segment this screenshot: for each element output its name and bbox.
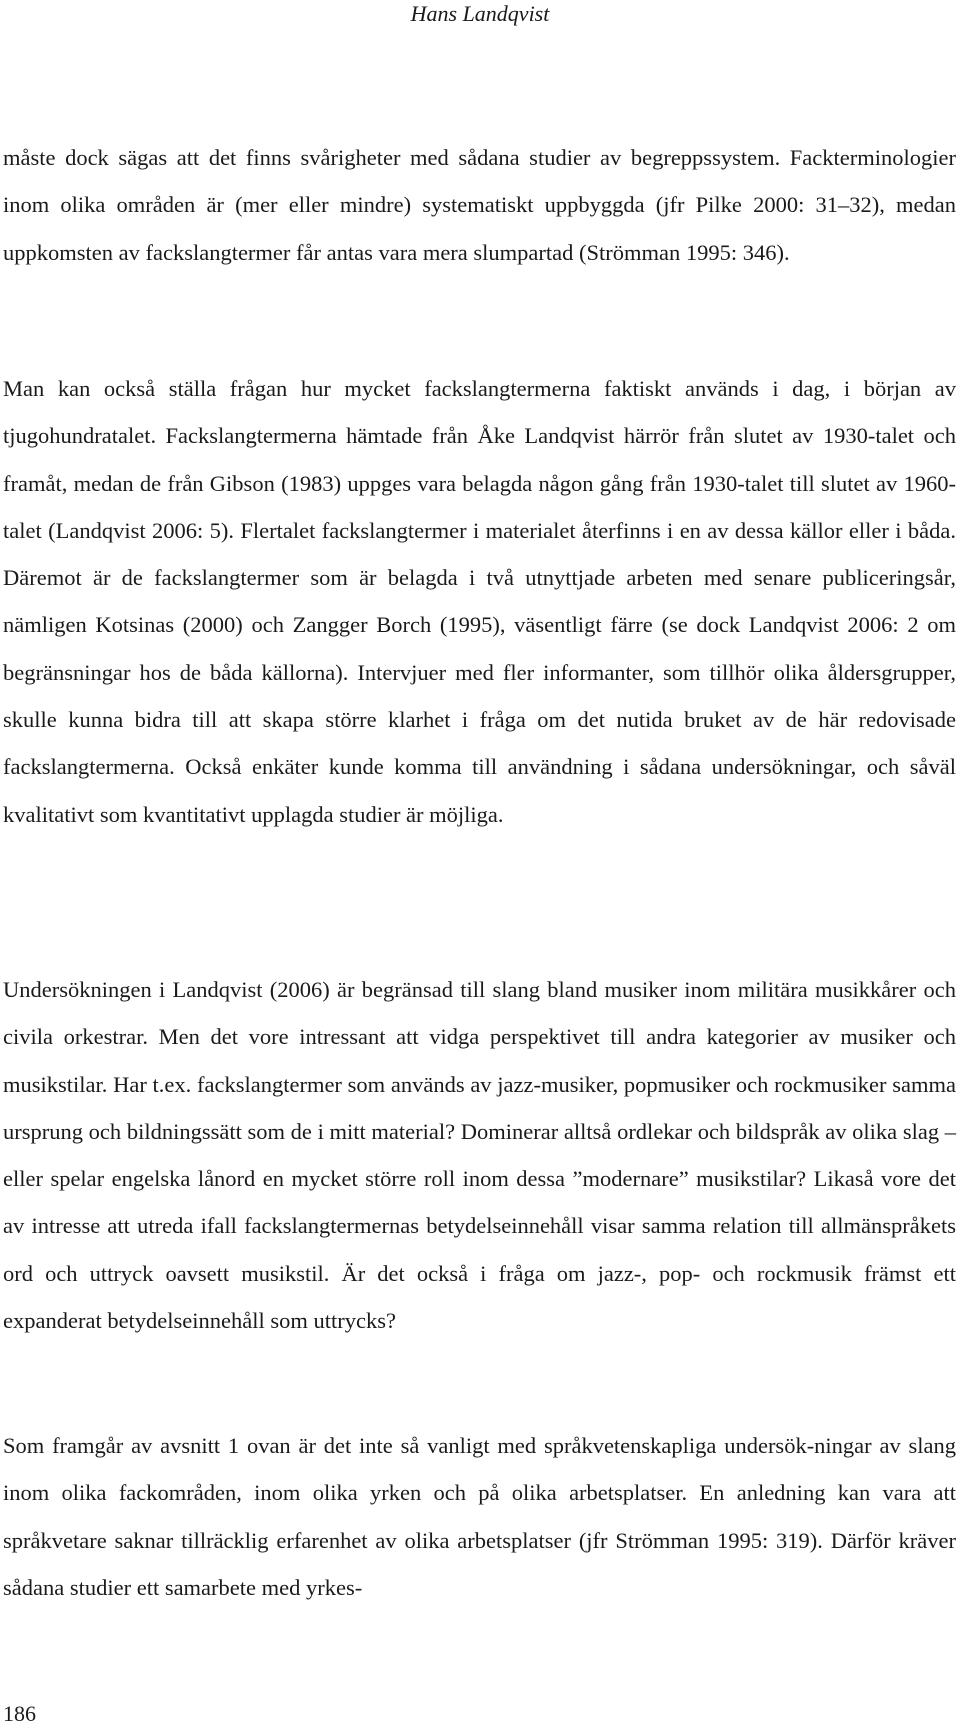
body-paragraph-3: [3, 966, 956, 1344]
body-paragraph-2: [3, 365, 956, 838]
body-paragraph-4: [3, 1422, 956, 1611]
paragraph-text: Undersökningen i Landqvist (2006) är begränsad till slang bland musiker inom militära musikkårer och civila orkestrar. Men det vore intressant att vidga perspektivet till andra kategorier av musiker och musikstilar. Har t.ex. fackslangtermer som används av jazz-musiker, popmusiker och rockmusiker samma ursprung och bildningssätt som de i mitt material? Dominerar alltså ordlekar och bildspråk av olika slag – eller spelar engelska lånord en mycket större roll inom dessa ”modernare” musikstilar? Likaså vore det av intresse att utreda ifall fackslangtermernas betydelseinnehåll visar samma relation till allmänspråkets ord och uttryck oavsett musikstil. Är det också i fråga om jazz-, pop- och rockmusik främst ett expanderat betydelseinnehåll som uttrycks?: [3, 977, 956, 1334]
paragraph-text: måste dock sägas att det finns svårigheter med sådana studier av begreppssystem. Fackterminologier inom olika områden är (mer eller mindre) systematiskt uppbyggda (jfr Pilke 2000: 31–32), medan uppkomsten av fackslangtermer får antas vara mera slumpartad (Strömman 1995: 346).: [3, 145, 956, 265]
page-number: 186: [3, 1701, 36, 1726]
running-header: Hans Landqvist: [410, 1, 550, 26]
paragraph-text: Som framgår av avsnitt 1 ovan är det inte så vanligt med språkvetenskapliga undersök-ningar av slang inom olika fackområden, inom olika yrken och på olika arbetsplatser. En anledning kan vara att språkvetare saknar tillräcklig erfarenhet av olika arbetsplatser (jfr Strömman 1995: 319). Därför kräver sådana studier ett samarbete med yrkes-: [3, 1433, 956, 1600]
body-paragraph-1: [3, 134, 956, 276]
paragraph-text: Man kan också ställa frågan hur mycket fackslangtermerna faktiskt används i dag, i början av tjugohundratalet. Fackslangtermerna hämtade från Åke Landqvist härrör från slutet av 1930-talet och framåt, medan de från Gibson (1983) uppges vara belagda någon gång från 1930-talet till slutet av 1960-talet (Landqvist 2006: 5). Flertalet fackslangtermer i materialet återfinns i en av dessa källor eller i båda. Däremot är de fackslangtermer som är belagda i två utnyttjade arbeten med senare publiceringsår, nämligen Kotsinas (2000) och Zangger Borch (1995), väsentligt färre (se dock Landqvist 2006: 2 om begränsningar hos de båda källorna). Intervjuer med fler informanter, som tillhör olika åldersgrupper, skulle kunna bidra till att skapa större klarhet i fråga om det nutida bruket av de här redovisade fackslangtermerna. Också enkäter kunde komma till användning i sådana undersökningar, och såväl kvalitativt som kvantitativt upplagda studier är möjliga.: [3, 376, 956, 827]
